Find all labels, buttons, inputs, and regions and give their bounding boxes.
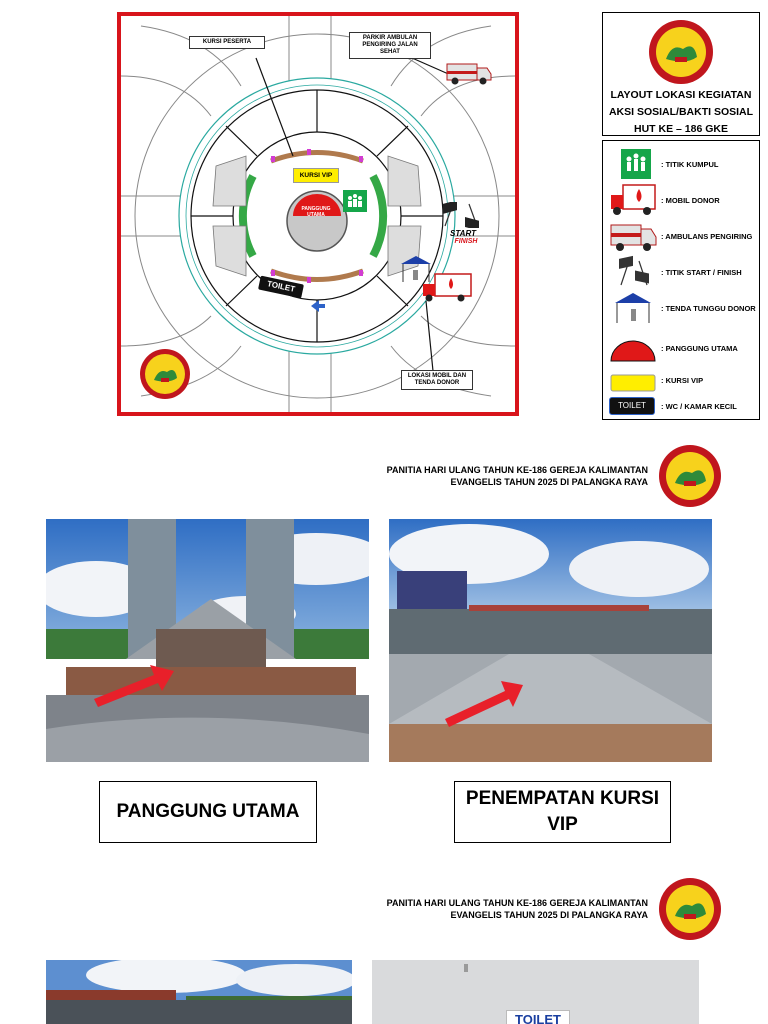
title-line-3: HUT KE – 186 GKE — [634, 123, 728, 135]
legend-label: : KURSI VIP — [661, 376, 704, 385]
legend-item — [603, 291, 761, 327]
toilet-badge: TOILET — [609, 397, 655, 415]
caption-vip-placement — [454, 781, 671, 843]
committee-line-1: PANITIA HARI ULANG TAHUN KE-186 GEREJA KALIMANTAN — [386, 465, 648, 475]
ambulance-icon — [445, 60, 493, 86]
photo-site-view — [46, 960, 352, 1024]
assembly-point-icon — [343, 190, 367, 212]
committee-line-1: PANITIA HARI ULANG TAHUN KE-186 GEREJA KALIMANTAN — [386, 898, 648, 908]
title-line-2: AKSI SOSIAL/BAKTI SOSIAL — [608, 106, 754, 118]
finish-label: FINISH — [454, 238, 478, 245]
start-label: START — [450, 229, 476, 238]
toilet-icon — [609, 397, 657, 415]
caption-vip-line-2: VIP — [547, 814, 578, 835]
tent-icon — [609, 291, 657, 325]
legend-item — [603, 255, 761, 291]
legend-label: : WC / KAMAR KECIL — [661, 402, 737, 411]
callout-participant-seats: KURSI PESERTA — [189, 36, 265, 49]
legend-label: : PANGGUNG UTAMA — [661, 344, 738, 353]
main-stage-label: PANGGUNG UTAMA — [301, 206, 331, 218]
assembly-point-icon — [609, 147, 657, 181]
legend-label: : AMBULANS PENGIRING — [661, 232, 753, 241]
stage-icon — [609, 331, 657, 365]
legend — [602, 140, 760, 420]
title-line-1: LAYOUT LOKASI KEGIATAN — [610, 89, 752, 101]
legend-label: : MOBIL DONOR — [661, 196, 720, 205]
committee-line-2: EVANGELIS TAHUN 2025 DI PALANGKA RAYA — [450, 477, 648, 487]
checkered-flags-icon — [439, 202, 483, 228]
photo-toilet — [372, 960, 699, 1024]
light-fixture-icon — [464, 964, 468, 972]
legend-label: : TITIK START / FINISH — [661, 268, 742, 277]
legend-item — [603, 147, 761, 183]
title-box — [602, 12, 760, 136]
photo-main-stage — [46, 519, 369, 762]
legend-item — [603, 183, 761, 219]
venue-map — [117, 12, 519, 416]
vip-seat-label: KURSI VIP — [293, 168, 339, 183]
committee-line-2: EVANGELIS TAHUN 2025 DI PALANGKA RAYA — [450, 910, 648, 920]
callout-donor-location: LOKASI MOBIL DAN TENDA DONOR — [401, 370, 473, 390]
caption-main-stage — [99, 781, 317, 843]
caption-main-stage-text: PANGGUNG UTAMA — [116, 801, 300, 822]
legend-item — [603, 389, 761, 425]
toilet-sign: TOILET — [506, 1010, 570, 1024]
toilet-label: TOILET — [258, 276, 304, 299]
callout-ambulance-parking: PARKIR AMBULAN PENGIRING JALAN SEHAT — [349, 32, 431, 59]
legend-label: : TITIK KUMPUL — [661, 160, 719, 169]
legend-item — [603, 219, 761, 255]
ambulance-icon — [609, 219, 657, 253]
gke-logo — [658, 444, 722, 508]
legend-label: : TENDA TUNGGU DONOR — [661, 304, 756, 313]
checkered-flags-icon — [609, 255, 657, 289]
donor-truck-icon — [421, 272, 473, 304]
photo-vip-seating — [389, 519, 712, 762]
gke-logo — [648, 19, 714, 85]
legend-item — [603, 331, 761, 367]
donor-truck-icon — [609, 183, 657, 217]
caption-vip-line-1: PENEMPATAN KURSI — [465, 788, 660, 809]
committee-header — [348, 897, 648, 921]
gke-logo — [139, 348, 191, 400]
committee-header — [348, 464, 648, 488]
gke-logo — [658, 877, 722, 941]
